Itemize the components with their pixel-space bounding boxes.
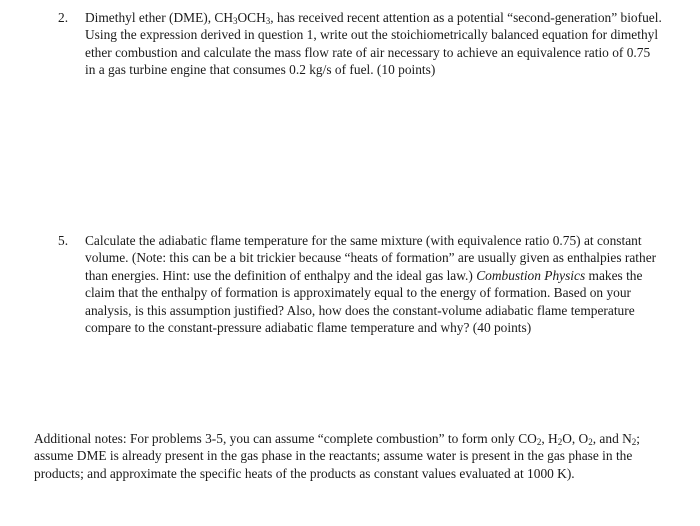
notes-text-e: ; assume DME is already present in the gas phase in the reactants; assume water is present in the gas phase in the products; and approximate the specific heats of the products as constant values evaluated at 1000 K). bbox=[34, 431, 641, 481]
book-title: Combustion Physics bbox=[476, 267, 586, 283]
subscript: 2 bbox=[536, 437, 542, 447]
problem-5-text-b: makes the claim that the enthalpy of formation is approximately equal to the energy of formation. Based on your analysis, is this assumption justified? Also, how does the constant-volume adiabatic flame temperature compare to the constant-pressure adiabatic flame temperature and why? (40 points) bbox=[85, 267, 643, 336]
subscript: 2 bbox=[557, 437, 563, 447]
notes-text-b: , H bbox=[541, 431, 558, 446]
notes-text-c: O, O bbox=[562, 431, 589, 446]
notes-text-a: Additional notes: For problems 3-5, you can assume “complete combustion” to form only CO bbox=[34, 431, 537, 446]
problem-2-text-c: , has received recent attention as a potential “second-generation” biofuel. Using the expression derived in question 1, write out the stoichiometrically balanced equation for dimethyl ether combustion and calculate the mass flow rate of air necessary to achieve an equivalence ratio of 0.75 in a gas turbine engine that consumes 0.2 kg/s of fuel. (10 points) bbox=[85, 10, 662, 78]
problem-2-text-a: Dimethyl ether (DME), CH bbox=[85, 10, 234, 25]
problem-2 bbox=[58, 9, 668, 79]
subscript: 2 bbox=[588, 437, 593, 447]
problem-2-text-b: OCH bbox=[237, 10, 266, 25]
problem-5-number: 5. bbox=[58, 233, 69, 248]
problem-2-text bbox=[85, 9, 663, 79]
problem-5-text bbox=[85, 232, 663, 336]
subscript: 3 bbox=[233, 16, 238, 26]
problem-5 bbox=[58, 232, 668, 336]
problem-2-number: 2. bbox=[58, 10, 69, 25]
subscript: 3 bbox=[265, 16, 271, 26]
additional-notes bbox=[34, 430, 670, 482]
subscript: 2 bbox=[631, 437, 637, 447]
notes-text-d: , and N bbox=[592, 431, 632, 446]
problem-5-text-a: Calculate the adiabatic flame temperature for the same mixture (with equivalence ratio 0.75) at constant volume. (Note: this can be a bit trickier because “heats of formation” are usually given as enthalpies rather than energies. Hint: use the definition of enthalpy and the ideal gas law.) bbox=[85, 233, 657, 283]
